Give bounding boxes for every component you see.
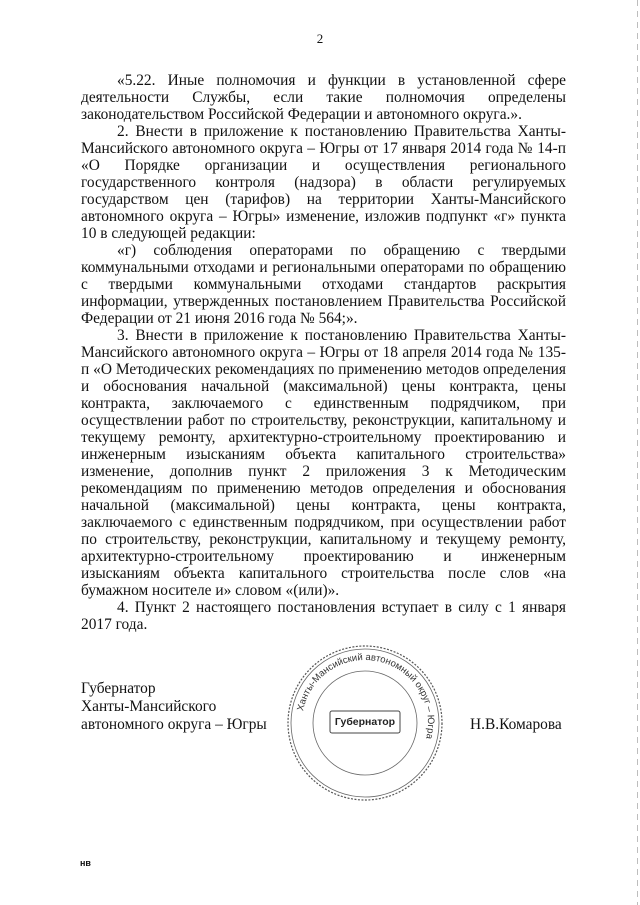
official-seal [282,640,448,806]
signatory-title [81,680,267,734]
paragraph-item-2: 2. Внести в приложение к постановлению Правительства Ханты-Мансийского автономного округа – Югры от 17 января 2014 года № 14-п «О Порядке организации и осуществления регионального государственного контроля (надзора) в области регулируемых государством цен (тарифов) на территории Ханты-Мансийского автономного округа – Югры» изменение, изложив подпункт «г» пункта 10 в следующей редакции: [81,123,566,242]
signatory-title-line: автономного округа – Югры [81,716,267,733]
document-body [81,72,566,633]
executor-initials: нв [80,858,91,868]
paragraph-item-3: 3. Внести в приложение к постановлению Правительства Ханты-Мансийского автономного округа – Югры от 18 апреля 2014 года № 135-п «О Методических рекомендациях по применению методов определения и обоснования начальной (максимальной) цены контракта, цены контракта, заключаемого с единственным подрядчиком, при осуществлении работ по строительству, реконструкции, капитальному и текущему ремонту, архитектурно-строительному проектированию и инженерным изысканиям объекта капитального строительства» изменение, дополнив пункт 2 приложения 3 к Методическим рекомендациям по применению методов определения и обоснования начальной (максимальной) цены контракта, цены контракта, заключаемого с единственным подрядчиком, при осуществлении работ по строительству, реконструкции, капитальному и текущему ремонту, архитектурно-строительному проектированию и инженерным изысканиям объекта капитального строительства после слов «на бумажном носителе и» словом «(или)». [81,327,566,599]
scan-edge-artifact [637,0,638,905]
seal-center-text: Губернатор [334,716,396,728]
signatory-name: Н.В.Комарова [470,716,562,733]
signatory-title-line: Губернатор [81,680,156,697]
signatory-title-line: Ханты-Мансийского [81,698,217,715]
paragraph-5-22: «5.22. Иные полномочия и функции в установленной сфере деятельности Службы, если такие полномочия определены законодательством Российской Федерации и автономного округа.». [81,72,566,123]
seal-ring-text: Ханты-Мансийский автономный округ – Югра [295,651,437,741]
page-number: 2 [316,31,324,46]
paragraph-subitem-g: «г) соблюдения операторами по обращению с твердыми коммунальными отходами и региональными операторами по обращению с твердыми коммунальными отходами стандартов раскрытия информации, утвержденных постановлением Правительства Российской Федерации от 21 июня 2016 года № 564;». [81,242,566,327]
paragraph-item-4: 4. Пункт 2 настоящего постановления вступает в силу с 1 января 2017 года. [81,599,566,633]
